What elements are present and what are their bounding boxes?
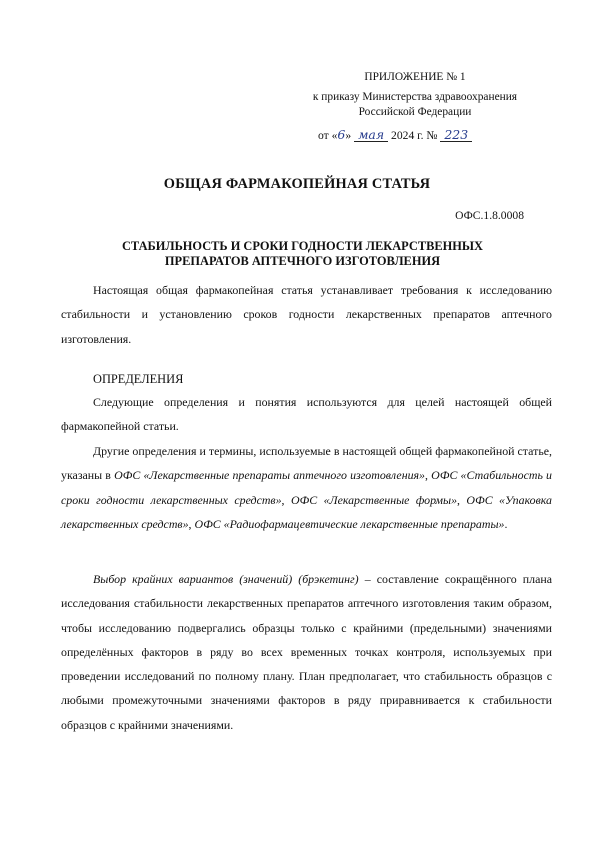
date-prefix: от « [318, 129, 338, 142]
handwritten-order-number: 223 [440, 128, 472, 142]
appendix-block [300, 70, 530, 120]
ofs-reference: ОФС «Стабильность и сроки годности лекарственных средств» [61, 468, 552, 507]
ofs-reference: ОФС «Лекарственные формы» [290, 492, 458, 507]
section-heading-definitions: ОПРЕДЕЛЕНИЯ [93, 372, 184, 386]
date-year: 2024 г. № [388, 129, 438, 142]
appendix-title: ПРИЛОЖЕНИЕ № 1 [364, 71, 466, 83]
text-segment: , [457, 492, 467, 507]
bracketing-text: – составление сокращённого плана исследования стабильности лекарственных препаратов аптечного изготовления таким образом, чтобы исследованию подвергались образцы только с крайними (предельными) значениями определённых факторов в ряду во всех временных точках контроля, используемых при проведении исследований по полному плану. План предполагает, что стабильность образцов с любыми промежуточными значениями факторов в ряду приравнивается к стабильности образцов с крайними значениями. [61, 572, 552, 732]
term-bracketing: Выбор крайних вариантов (значений) (брэкетинг) [93, 572, 359, 586]
ofs-reference: ОФС «Упаковка лекарственных средств» [61, 492, 552, 531]
bracketing-definition [61, 567, 552, 737]
intro-paragraph: Настоящая общая фармакопейная статья устанавливает требования к исследованию стабильности и установлению сроков годности лекарственных препаратов аптечного изготовления. [61, 283, 552, 346]
document-subtitle [70, 239, 535, 269]
text-segment: , [425, 468, 432, 483]
date-mid: » [345, 129, 355, 142]
text-segment: Другие определения и термины, используемые в настоящей общей фармакопейной статье, указаны в [61, 444, 552, 483]
text-segment: . [504, 516, 508, 531]
order-date-line [318, 127, 472, 142]
scan-noise [60, 772, 540, 773]
order-reference-line1: к приказу Министерства здравоохранения [312, 91, 518, 103]
ofs-reference: ОФС «Радиофармацевтические лекарственные препараты» [194, 516, 505, 531]
subtitle-line2: ПРЕПАРАТОВ АПТЕЧНОГО ИЗГОТОВЛЕНИЯ [164, 254, 441, 268]
subtitle-line1: СТАБИЛЬНОСТЬ И СРОКИ ГОДНОСТИ ЛЕКАРСТВЕННЫХ [121, 239, 484, 253]
handwritten-day: 6 [337, 127, 346, 142]
text-segment: , [281, 492, 291, 507]
definitions-paragraph-1: Следующие определения и понятия используются для целей настоящей общей фармакопейной статьи. [61, 395, 552, 434]
order-reference-line2: Российской Федерации [358, 106, 472, 118]
definitions-paragraph-2 [61, 439, 552, 536]
scan-noise [150, 805, 350, 806]
document-code: ОФС.1.8.0008 [455, 209, 524, 222]
ofs-reference: ОФС «Лекарственные препараты аптечного изготовления» [114, 468, 426, 483]
text-segment: , [188, 516, 195, 531]
handwritten-month: мая [354, 128, 388, 142]
document-title: ОБЩАЯ ФАРМАКОПЕЙНАЯ СТАТЬЯ [163, 176, 431, 192]
